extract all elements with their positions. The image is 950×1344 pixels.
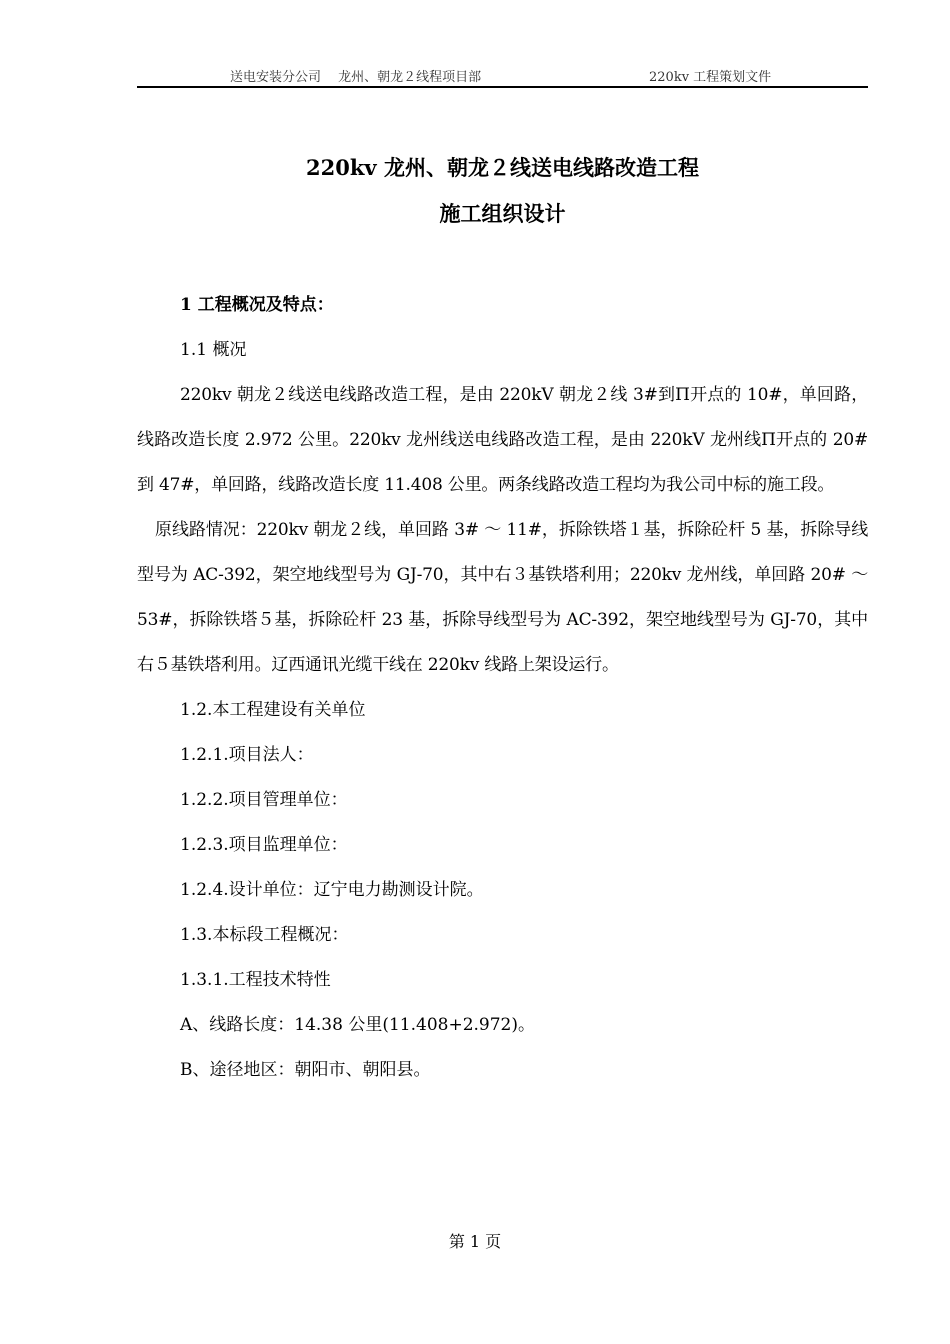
section-heading-1-1: 1.1 概况 [180,340,247,360]
item-b-route-area: B、途径地区：朝阳市、朝阳县。 [180,1060,431,1080]
item-a-line-length: A、线路长度：14.38 公里(11.408+2.972)。 [180,1015,536,1035]
document-body [137,283,868,1093]
item-1-2-2: 1.2.2.项目管理单位： [180,790,348,810]
section-heading-1-3: 1.3.本标段工程概况： [180,925,349,945]
header-divider [137,86,868,88]
item-1-3-1: 1.3.1.工程技术特性 [180,970,331,990]
page-header [137,66,868,86]
item-1-2-3: 1.2.3.项目监理单位： [180,835,348,855]
item-1-2-4: 1.2.4.设计单位：辽宁电力勘测设计院。 [180,880,484,900]
item-1-2-1: 1.2.1.项目法人： [180,745,314,765]
paragraph-original-line: 原线路情况：220kv 朝龙２线，单回路 3# ～ 11#，拆除铁塔１基，拆除砼杆 5 基，拆除导线型号为 AC-392，架空地线型号为 GJ-70，其中右３基铁塔利用；220kv 龙州线，单回路 20# ～ 53#，拆除铁塔５基，拆除砼杆 23 基，拆除导线型号为 AC-392，架空地线型号为 GJ-70，其中右５基铁塔利用。辽西通讯光缆干线在 220kv 线路上架设运行。 [137,520,868,675]
document-subtitle: 施工组织设计 [439,201,566,226]
header-left-text: 送电安装分公司 龙州、朝龙２线程项目部 [230,70,482,85]
document-title: 220kv 龙州、朝龙２线送电线路改造工程 [306,155,699,180]
paragraph-overview: 220kv 朝龙２线送电线路改造工程，是由 220kV 朝龙２线 3#到Π开点的 10#，单回路，线路改造长度 2.972 公里。220kv 龙州线送电线路改造工程，是由 220kV 龙州线Π开点的 20#到 47#，单回路，线路改造长度 11.408 公里。两条线路改造工程均为我公司中标的施工段。 [137,385,868,495]
header-right-text: 220kv 工程策划文件 [649,70,772,85]
section-heading-1-2: 1.2.本工程建设有关单位 [180,700,366,720]
page-number: 第 1 页 [448,1232,502,1251]
section-heading-1: 1 工程概况及特点： [180,295,334,315]
